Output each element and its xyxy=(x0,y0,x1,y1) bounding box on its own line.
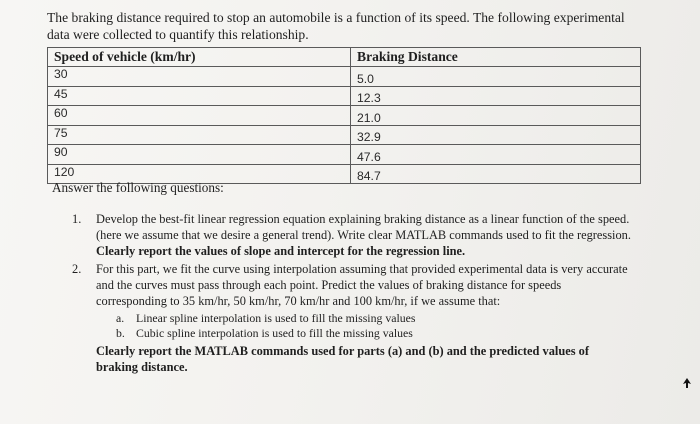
data-table-container xyxy=(47,47,641,184)
cell-speed: 120 xyxy=(48,164,351,184)
cell-distance: 32.9 xyxy=(351,125,641,145)
cell-distance: 12.3 xyxy=(351,86,641,106)
header-speed: Speed of vehicle (km/hr) xyxy=(48,48,351,67)
questions-label: Answer the following questions: xyxy=(52,180,224,195)
table-row xyxy=(48,145,641,165)
question-2 xyxy=(72,261,632,376)
intro-paragraph: The braking distance required to stop an automobile is a function of its speed. The following experimental data were collected to quantify this relationship. xyxy=(47,10,625,42)
cell-distance: 21.0 xyxy=(351,106,641,126)
question-1-text: Develop the best-fit linear regression equation explaining braking distance as a linear function of the speed. (here we assume that we desire a general trend). Write clear MATLAB commands used to fit the regression. xyxy=(96,212,631,243)
cell-distance: 47.6 xyxy=(351,145,641,165)
cell-speed: 75 xyxy=(48,125,351,145)
data-table xyxy=(47,47,641,184)
sub-question-text: Linear spline interpolation is used to fill the missing values xyxy=(136,311,416,326)
sub-question-number: a. xyxy=(116,311,125,326)
mouse-cursor-icon xyxy=(683,378,691,388)
cell-speed: 45 xyxy=(48,86,351,106)
sub-question-b xyxy=(116,326,632,341)
question-1 xyxy=(72,211,632,260)
question-2-text: For this part, we fit the curve using interpolation assuming that provided experimental data is very accurate and the curves must pass through each point. Predict the values of braking distance for speeds corresponding to 35 km/hr, 50 km/hr, 70 km/hr and 100 km/hr, if we assume that: xyxy=(96,261,628,309)
question-number: 2. xyxy=(72,261,82,276)
sub-question-list xyxy=(96,311,632,341)
table-row xyxy=(48,106,641,126)
table-row xyxy=(48,125,641,145)
cell-distance: 5.0 xyxy=(351,67,641,87)
sub-question-text: Cubic spline interpolation is used to fill the missing values xyxy=(136,326,413,341)
cell-speed: 90 xyxy=(48,145,351,165)
table-header-row xyxy=(48,48,641,67)
table-row xyxy=(48,67,641,87)
table-row xyxy=(48,86,641,106)
sub-question-number: b. xyxy=(116,326,125,341)
header-braking-distance: Braking Distance xyxy=(351,48,641,67)
sub-question-a xyxy=(116,311,632,326)
cell-speed: 60 xyxy=(48,106,351,126)
question-list xyxy=(72,211,632,376)
cell-speed: 30 xyxy=(48,67,351,87)
question-1-emphasis: Clearly report the values of slope and intercept for the regression line. xyxy=(96,244,466,259)
question-number: 1. xyxy=(72,212,82,226)
cell-distance: 84.7 xyxy=(351,164,641,184)
question-2-final-instruction: Clearly report the MATLAB commands used for parts (a) and (b) and the predicted values of braking distance. xyxy=(96,344,589,375)
